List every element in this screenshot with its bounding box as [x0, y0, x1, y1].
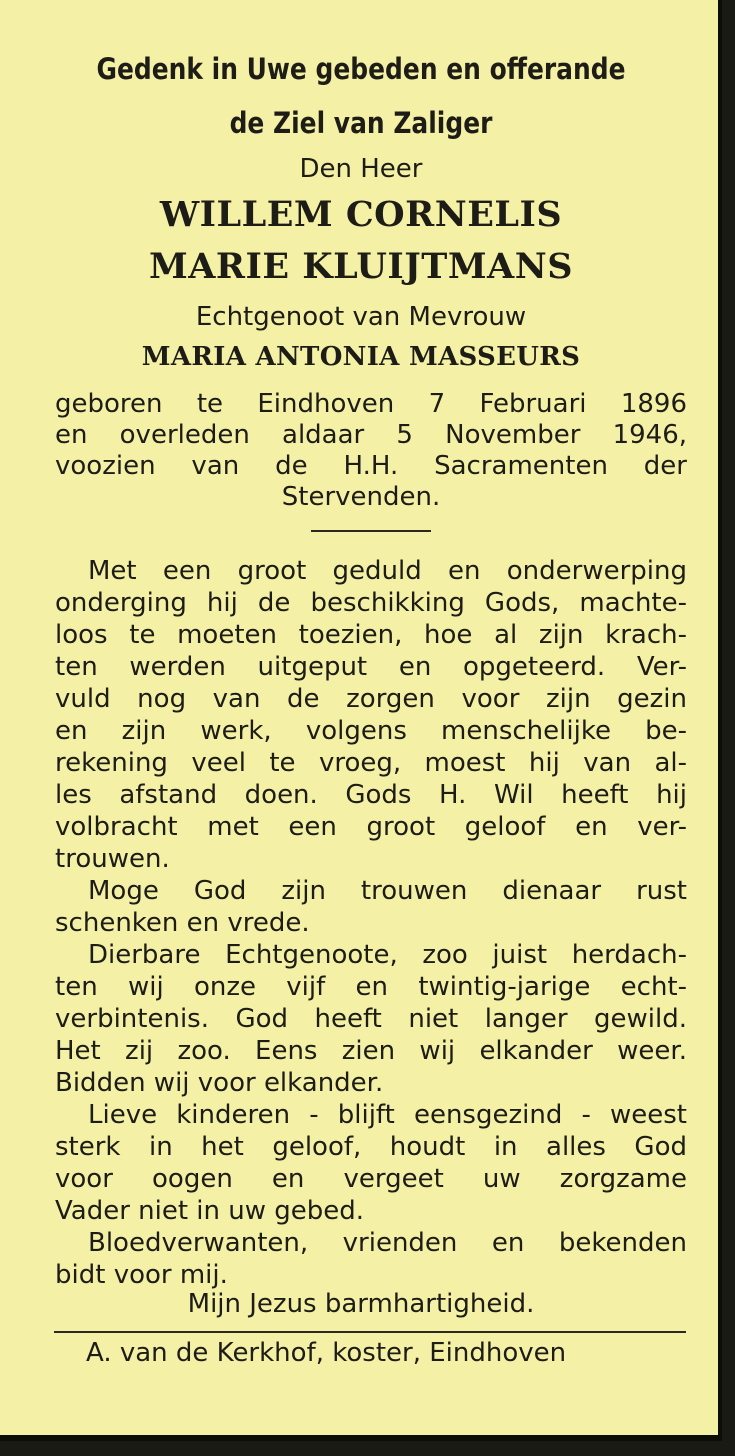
body-line: Met een groot geduld en onderwerping [88, 556, 687, 586]
body-line: Het zij zoo. Eens zien wij elkander weer. [55, 1036, 687, 1066]
spouse-name: MARIA ANTONIA MASSEURS [141, 342, 581, 372]
bio-line: geboren te Eindhoven 7 Februari 1896 [55, 389, 687, 419]
body-line: onderging hij de beschikking Gods, machte- [55, 588, 687, 618]
body-line: Moge God zijn trouwen dienaar rust [88, 876, 687, 906]
divider-short [311, 530, 431, 532]
bio-line: en overleden aldaar 5 November 1946, [55, 420, 687, 450]
printer-credit: A. van de Kerkhof, koster, Eindhoven [86, 1338, 567, 1368]
body-line: sterk in het geloof, houdt in alles God [55, 1132, 687, 1162]
closing-prayer: Mijn Jezus barmhartigheid. [187, 1289, 535, 1319]
invocation-line-1: Gedenk in Uwe gebeden en offerande [96, 52, 626, 86]
body-line: Lieve kinderen - blijft eensgezind - weest [88, 1100, 687, 1130]
body-line: schenken en vrede. [55, 908, 310, 938]
body-line: bidt voor mij. [55, 1260, 228, 1290]
deceased-name-line-1: WILLEM CORNELIS [159, 194, 563, 235]
body-line: verbintenis. God heeft niet langer gewild. [55, 1004, 687, 1034]
body-line: trouwen. [55, 844, 170, 874]
honorific-title: Den Heer [299, 154, 423, 184]
body-line: voor oogen en vergeet uw zorgzame [55, 1164, 687, 1194]
body-line: Bloedverwanten, vrienden en bekenden [88, 1228, 687, 1258]
divider-long [54, 1331, 686, 1333]
spouse-intro: Echtgenoot van Mevrouw [195, 302, 527, 332]
body-line: Dierbare Echtgenoote, zoo juist herdach- [88, 940, 687, 970]
deceased-name-line-2: MARIE KLUIJTMANS [148, 246, 573, 287]
body-line: en zijn werk, volgens menschelijke be- [55, 716, 687, 746]
body-line: les afstand doen. Gods H. Wil heeft hij [55, 780, 687, 810]
body-line: loos te moeten toezien, hoe al zijn krach- [55, 620, 687, 650]
invocation-line-2: de Ziel van Zaliger [229, 106, 493, 140]
body-line: Bidden wij voor elkander. [55, 1068, 384, 1098]
body-line: rekening veel te vroeg, moest hij van al- [55, 748, 687, 778]
bio-line: voozien van de H.H. Sacramenten der [55, 451, 687, 481]
bio-line: Stervenden. [281, 482, 441, 512]
body-line: ten werden uitgeput en opgeteerd. Ver- [55, 652, 687, 682]
body-line: Vader niet in uw gebed. [55, 1196, 365, 1226]
body-line: volbracht met een groot geloof en ver- [55, 812, 687, 842]
body-line: ten wij onze vijf en twintig-jarige echt- [55, 972, 687, 1002]
body-line: vuld nog van de zorgen voor zijn gezin [55, 684, 687, 714]
